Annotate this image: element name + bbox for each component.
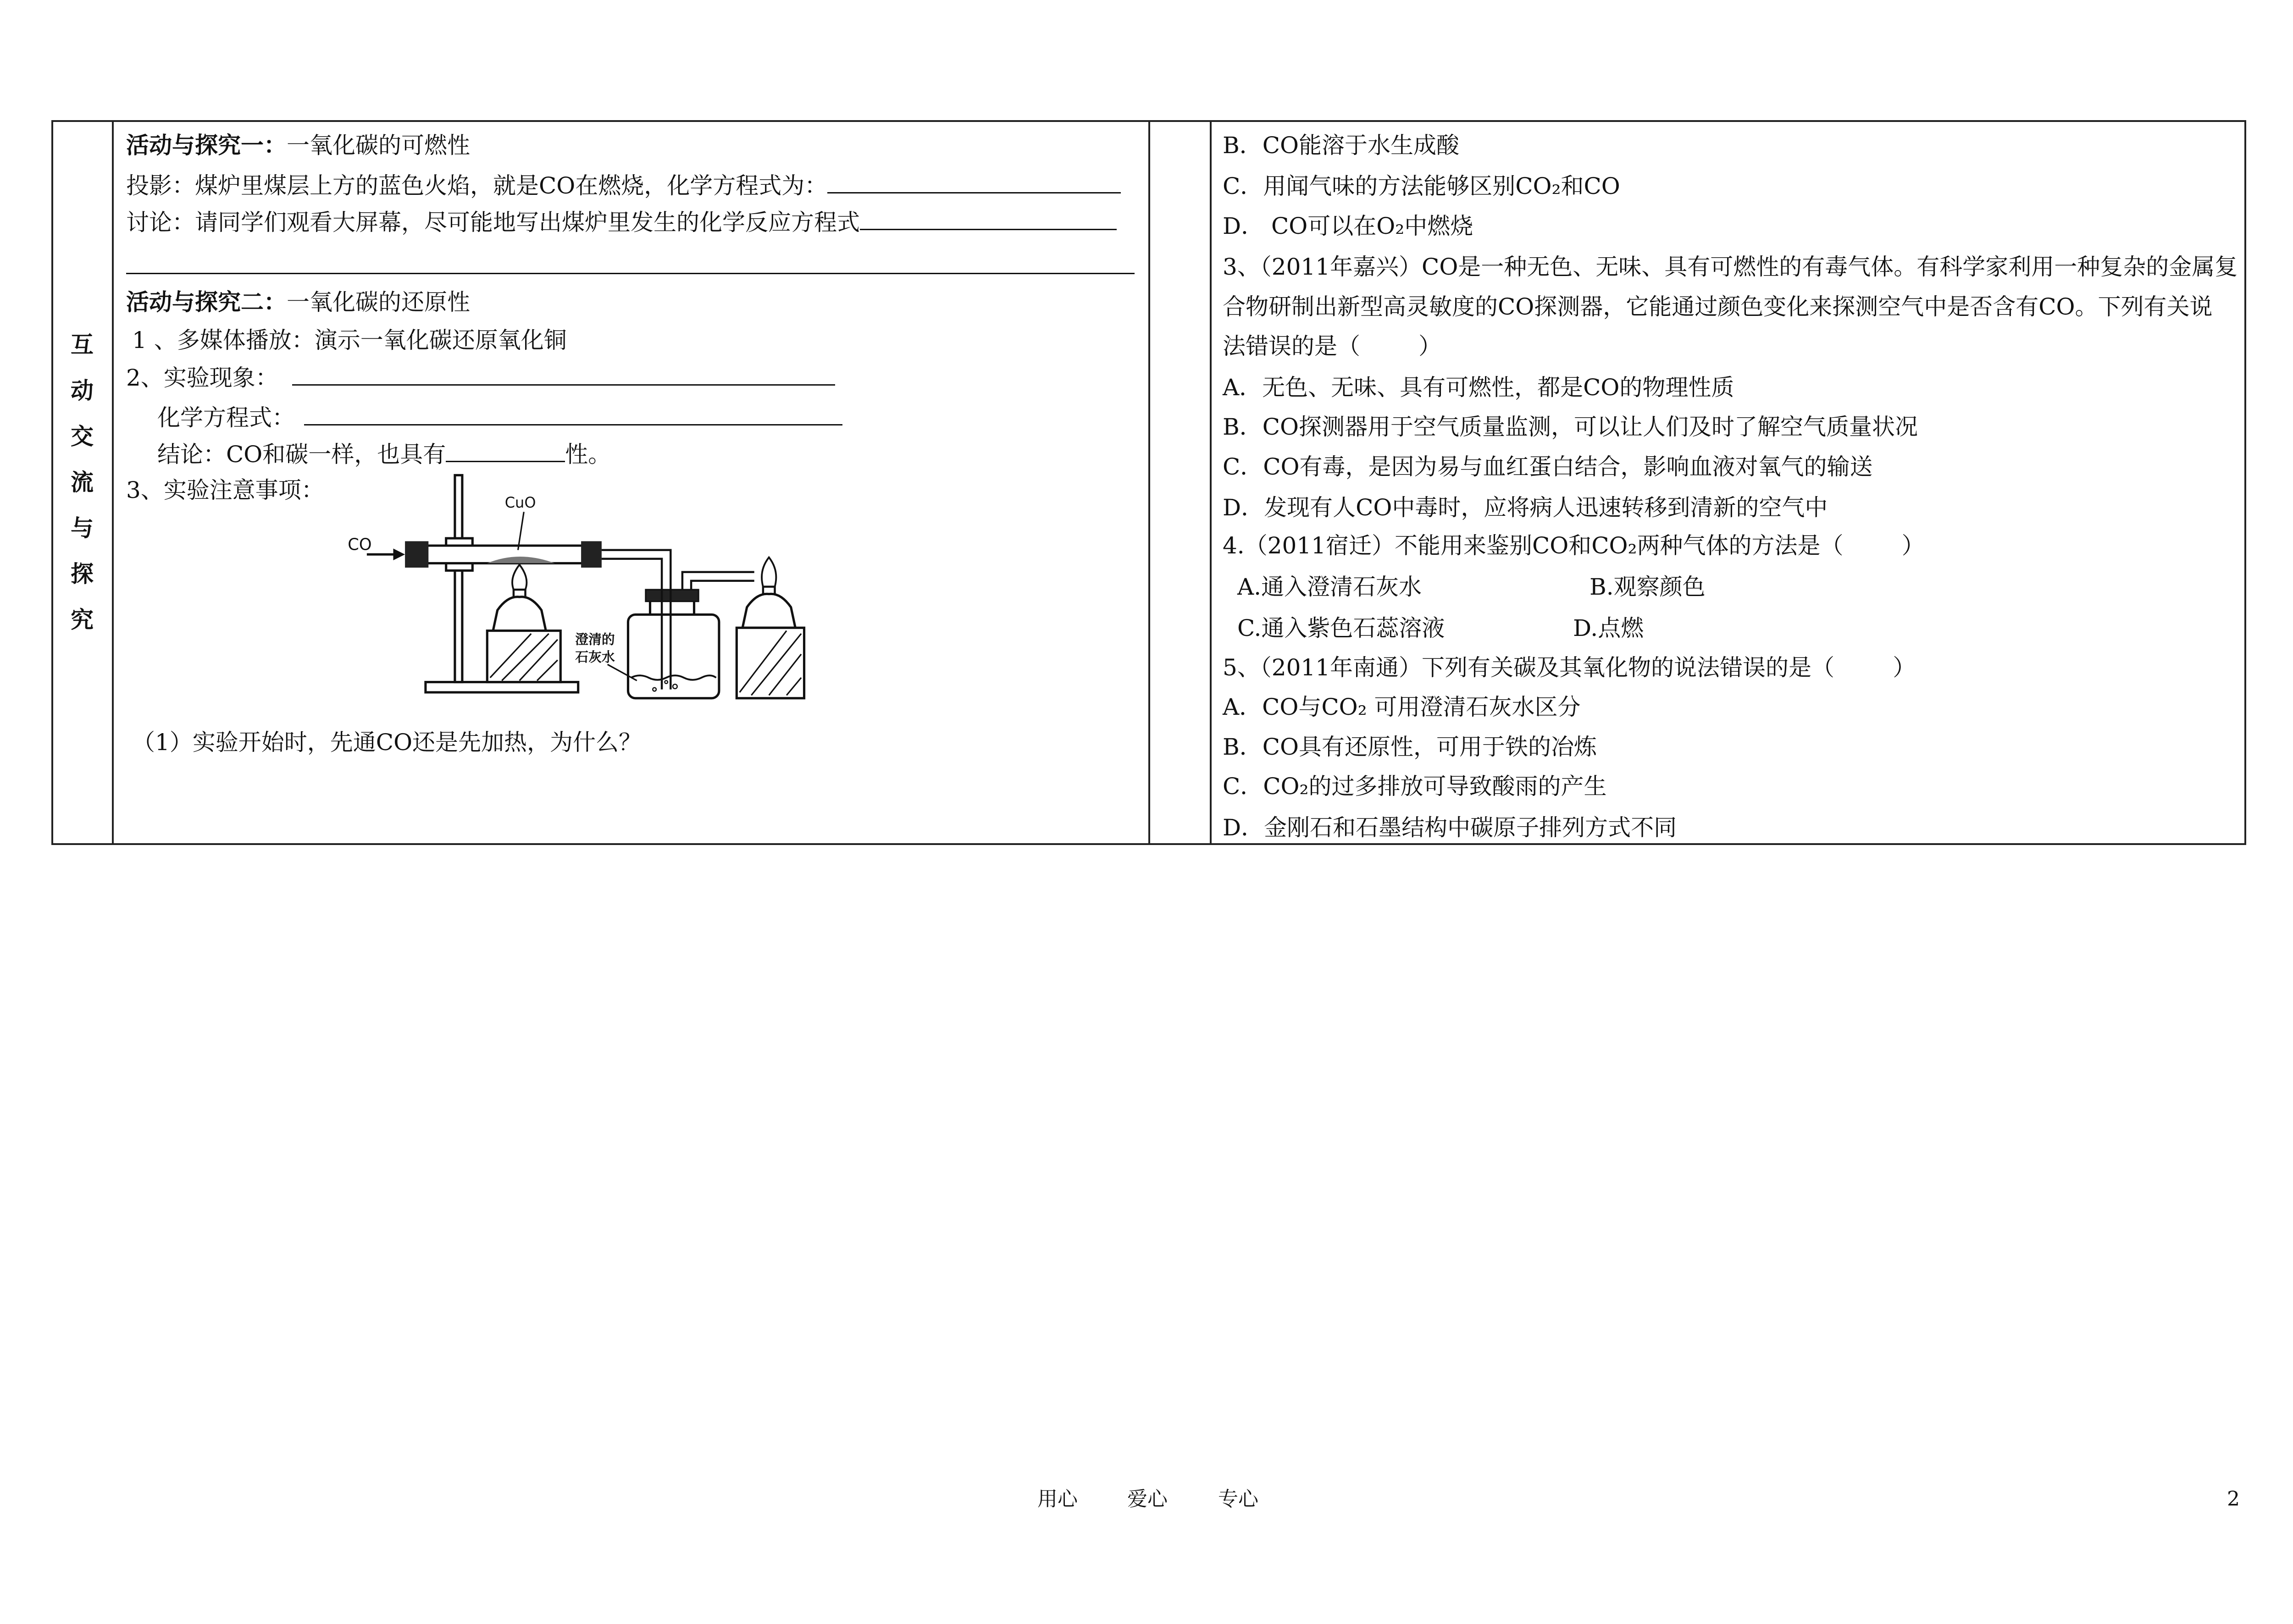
- projection-text: 投影：煤炉里煤层上方的蓝色火焰，就是CO在燃烧，化学方程式为：: [126, 172, 828, 199]
- lamp-1-flame: [512, 565, 526, 590]
- q2-option-d: D． CO可以在O₂中燃烧: [1223, 213, 1473, 239]
- section-label-char: 与: [71, 514, 94, 541]
- cuo-leader-line: [518, 512, 524, 550]
- lamp-1-body: [493, 597, 546, 631]
- co-inlet-arrow: [367, 548, 405, 560]
- stand-rod: [455, 475, 462, 682]
- q3-option-a: A．无色、无味、具有可燃性，都是CO的物理性质: [1223, 374, 1734, 401]
- discussion-line: [126, 208, 1117, 236]
- footer-motto-3: 专心: [1218, 1487, 1258, 1511]
- page-number: 2: [2227, 1487, 2240, 1511]
- lamp-2-flame: [762, 558, 776, 587]
- item-1-multimedia: 1 、多媒体播放：演示一氧化碳还原氧化铜: [132, 327, 567, 354]
- activity-2-title: 活动与探究二：: [126, 288, 287, 315]
- item-3-precautions: 3、实验注意事项：: [126, 477, 324, 503]
- conclusion-suffix: 性。: [565, 441, 611, 468]
- conclusion-line: [157, 440, 611, 468]
- projection-line: [126, 171, 1121, 199]
- q5-option-b: B．CO具有还原性，可用于铁的冶炼: [1223, 734, 1597, 760]
- footer-motto-1: 用心: [1037, 1487, 1078, 1511]
- q5-option-d: D．金刚石和石墨结构中碳原子排列方式不同: [1223, 814, 1677, 841]
- answer-blank-full-line: [126, 273, 1135, 274]
- cuo-label: CuO: [504, 493, 536, 511]
- q3-stem-line-1: 3、（2011年嘉兴）CO是一种无色、无味、具有可燃性的有毒气体。有科学家利用一种复杂的金属复: [1223, 254, 2238, 280]
- answer-blank: [860, 208, 1117, 230]
- section-label-char: 究: [71, 606, 94, 633]
- q5-option-a: A．CO与CO₂ 可用澄清石灰水区分: [1223, 694, 1581, 720]
- section-label-char: 探: [71, 560, 94, 587]
- wooden-block-2: [737, 628, 804, 698]
- q4-stem: 4.（2011宿迁）不能用来鉴别CO和CO₂两种气体的方法是（ ）: [1223, 532, 1925, 559]
- section-label-char: 流: [71, 469, 94, 496]
- q3-option-d: D．发现有人CO中毒时，应将病人迅速转移到清新的空气中: [1223, 494, 1828, 521]
- exhaust-tube: [682, 572, 754, 590]
- section-label-char: 动: [71, 377, 94, 404]
- column-divider-2: [1148, 120, 1150, 845]
- alcohol-lamp-2: [742, 558, 795, 628]
- lamp-2-body: [742, 594, 795, 628]
- q3-stem-line-2: 合物研制出新型高灵敏度的CO探测器，它能通过颜色变化来探测空气中是否含有CO。下列有关说: [1223, 293, 2213, 320]
- activity-1-heading: [126, 132, 470, 159]
- answer-blank: [292, 363, 835, 386]
- section-label-vertical: [51, 322, 113, 643]
- q3-option-c: C．CO有毒，是因为易与血红蛋白结合，影响血液对氧气的输送: [1223, 453, 1873, 480]
- section-label-char: 互: [71, 331, 94, 358]
- q4-option-d: D.点燃: [1573, 615, 1644, 641]
- limewater-label-line-1: 澄清的: [575, 631, 615, 647]
- q4-option-b: B.观察颜色: [1590, 574, 1706, 600]
- bottle-stopper: [646, 590, 698, 602]
- footer-motto-2: 爱心: [1127, 1487, 1168, 1511]
- question-1: （1）实验开始时，先通CO还是先加热，为什么？: [132, 729, 642, 756]
- co-inlet-label: CO: [348, 535, 372, 554]
- answer-blank: [446, 440, 565, 462]
- q4-option-a: A.通入澄清石灰水: [1237, 574, 1422, 600]
- wooden-block-1: [487, 631, 560, 682]
- reaction-tube: [405, 541, 602, 568]
- exercise-content-cell: [1212, 120, 2244, 845]
- answer-blank: [304, 403, 842, 425]
- equation-line: [157, 403, 842, 431]
- activity-1-topic: 一氧化碳的可燃性: [287, 132, 470, 159]
- gas-wash-bottle: [628, 590, 719, 698]
- apparatus-figure: [346, 472, 836, 707]
- item-2-text: 2、实验现象：: [126, 365, 278, 391]
- q4-option-c: C.通入紫色石蕊溶液: [1237, 615, 1445, 641]
- item-2-phenomenon: [126, 363, 835, 392]
- limewater-label-line-2: 石灰水: [575, 649, 615, 665]
- q2-option-c: C．用闻气味的方法能够区别CO₂和CO: [1223, 173, 1620, 199]
- activity-2-heading: [126, 288, 470, 316]
- activity-2-topic: 一氧化碳的还原性: [287, 289, 470, 315]
- q5-option-c: C．CO₂的过多排放可导致酸雨的产生: [1223, 773, 1607, 800]
- q2-option-b: B．CO能溶于水生成酸: [1223, 132, 1459, 159]
- alcohol-lamp-1: [493, 565, 546, 631]
- activity-content-cell: [114, 120, 1148, 845]
- answer-blank: [827, 171, 1121, 193]
- conclusion-prefix: 结论：CO和碳一样，也具有: [157, 441, 446, 468]
- section-label-char: 交: [71, 423, 94, 450]
- tube-right-stopper: [581, 541, 602, 568]
- stand-base: [426, 682, 578, 692]
- tube-left-stopper: [405, 541, 428, 568]
- equation-text: 化学方程式：: [157, 404, 295, 431]
- discussion-text: 讨论：请同学们观看大屏幕，尽可能地写出煤炉里发生的化学反应方程式: [126, 209, 860, 236]
- q5-stem: 5、（2011年南通）下列有关碳及其氧化物的说法错误的是（ ）: [1223, 654, 1916, 681]
- activity-1-title: 活动与探究一：: [126, 132, 287, 159]
- q3-option-b: B．CO探测器用于空气质量监测，可以让人们及时了解空气质量状况: [1223, 414, 1918, 440]
- q3-stem-line-3: 法错误的是（ ）: [1223, 333, 1442, 359]
